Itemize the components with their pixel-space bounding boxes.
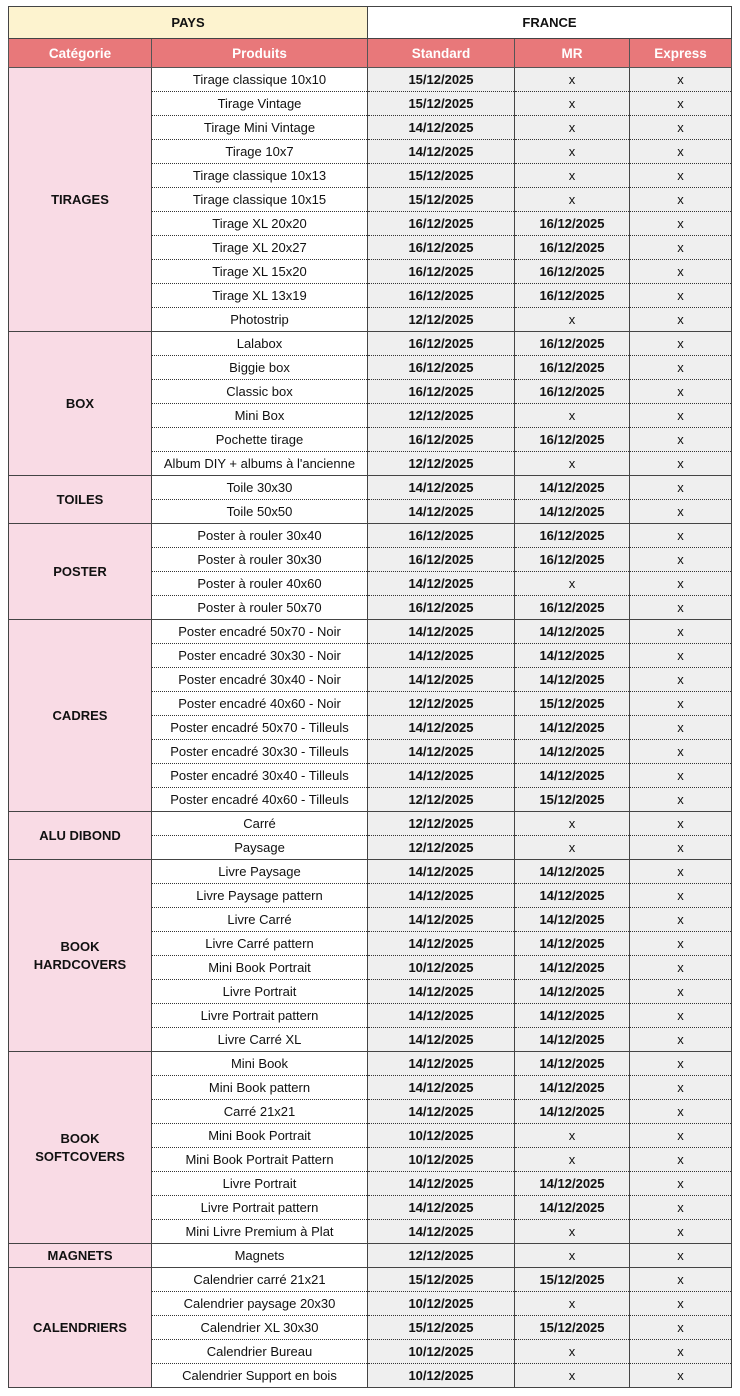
product-cell: Poster à rouler 40x60 xyxy=(152,572,368,596)
category-label: TIRAGES xyxy=(51,191,109,207)
express-cell: x xyxy=(630,524,732,548)
mr-cell: 14/12/2025 xyxy=(515,620,630,644)
table-row xyxy=(9,620,732,644)
express-cell: x xyxy=(630,956,732,980)
express-cell: x xyxy=(630,836,732,860)
express-cell: x xyxy=(630,1364,732,1388)
column-header-mr: MR xyxy=(515,39,630,68)
express-cell: x xyxy=(630,476,732,500)
standard-date-cell: 14/12/2025 xyxy=(368,1172,515,1196)
product-cell: Calendrier XL 30x30 xyxy=(152,1316,368,1340)
mr-cell: 16/12/2025 xyxy=(515,236,630,260)
mr-cell: 14/12/2025 xyxy=(515,1196,630,1220)
mr-cell: 14/12/2025 xyxy=(515,1172,630,1196)
mr-cell: 14/12/2025 xyxy=(515,1028,630,1052)
product-cell: Livre Portrait pattern xyxy=(152,1004,368,1028)
product-cell: Lalabox xyxy=(152,332,368,356)
express-cell: x xyxy=(630,1196,732,1220)
express-cell: x xyxy=(630,236,732,260)
product-cell: Livre Carré pattern xyxy=(152,932,368,956)
mr-cell: x xyxy=(515,1124,630,1148)
express-cell: x xyxy=(630,1076,732,1100)
product-cell: Poster encadré 30x30 - Noir xyxy=(152,644,368,668)
standard-date-cell: 14/12/2025 xyxy=(368,884,515,908)
shipping-table-container xyxy=(8,6,731,1388)
standard-date-cell: 14/12/2025 xyxy=(368,116,515,140)
mr-cell: 16/12/2025 xyxy=(515,284,630,308)
express-cell: x xyxy=(630,308,732,332)
express-cell: x xyxy=(630,1316,732,1340)
express-cell: x xyxy=(630,788,732,812)
standard-date-cell: 12/12/2025 xyxy=(368,836,515,860)
product-cell: Calendrier paysage 20x30 xyxy=(152,1292,368,1316)
standard-date-cell: 10/12/2025 xyxy=(368,1124,515,1148)
mr-cell: x xyxy=(515,404,630,428)
express-cell: x xyxy=(630,716,732,740)
express-cell: x xyxy=(630,140,732,164)
product-cell: Calendrier carré 21x21 xyxy=(152,1268,368,1292)
express-cell: x xyxy=(630,884,732,908)
mr-cell: 14/12/2025 xyxy=(515,908,630,932)
product-cell: Livre Paysage xyxy=(152,860,368,884)
standard-date-cell: 15/12/2025 xyxy=(368,92,515,116)
table-row xyxy=(9,524,732,548)
express-cell: x xyxy=(630,860,732,884)
express-cell: x xyxy=(630,1292,732,1316)
standard-date-cell: 14/12/2025 xyxy=(368,860,515,884)
mr-cell: x xyxy=(515,452,630,476)
mr-cell: x xyxy=(515,572,630,596)
table-row xyxy=(9,1052,732,1076)
country-header: FRANCE xyxy=(368,7,732,39)
product-cell: Mini Book Portrait Pattern xyxy=(152,1148,368,1172)
mr-cell: x xyxy=(515,1148,630,1172)
category-label: BOOK xyxy=(60,938,100,954)
category-cell xyxy=(9,1268,152,1388)
product-cell: Poster à rouler 30x40 xyxy=(152,524,368,548)
standard-date-cell: 15/12/2025 xyxy=(368,188,515,212)
product-cell: Livre Portrait pattern xyxy=(152,1196,368,1220)
mr-cell: x xyxy=(515,1340,630,1364)
category-label: CADRES xyxy=(52,707,108,723)
express-cell: x xyxy=(630,212,732,236)
mr-cell: 14/12/2025 xyxy=(515,860,630,884)
mr-cell: 14/12/2025 xyxy=(515,716,630,740)
standard-date-cell: 16/12/2025 xyxy=(368,380,515,404)
mr-cell: 15/12/2025 xyxy=(515,1268,630,1292)
category-label: ALU DIBOND xyxy=(39,827,121,843)
product-cell: Pochette tirage xyxy=(152,428,368,452)
mr-cell: 16/12/2025 xyxy=(515,596,630,620)
mr-cell: x xyxy=(515,68,630,92)
mr-cell: 14/12/2025 xyxy=(515,956,630,980)
category-cell xyxy=(9,860,152,1052)
standard-date-cell: 16/12/2025 xyxy=(368,332,515,356)
standard-date-cell: 14/12/2025 xyxy=(368,668,515,692)
table-row xyxy=(9,68,732,92)
product-cell: Album DIY + albums à l'ancienne xyxy=(152,452,368,476)
express-cell: x xyxy=(630,620,732,644)
mr-cell: 16/12/2025 xyxy=(515,212,630,236)
product-cell: Poster encadré 30x40 - Tilleuls xyxy=(152,764,368,788)
product-cell: Tirage XL 20x27 xyxy=(152,236,368,260)
mr-cell: x xyxy=(515,1244,630,1268)
mr-cell: x xyxy=(515,308,630,332)
express-cell: x xyxy=(630,740,732,764)
category-label: BOX xyxy=(65,395,95,411)
column-header-standard: Standard xyxy=(368,39,515,68)
standard-date-cell: 10/12/2025 xyxy=(368,956,515,980)
mr-cell: 14/12/2025 xyxy=(515,932,630,956)
express-cell: x xyxy=(630,1004,732,1028)
standard-date-cell: 14/12/2025 xyxy=(368,500,515,524)
express-cell: x xyxy=(630,92,732,116)
product-cell: Livre Carré xyxy=(152,908,368,932)
express-cell: x xyxy=(630,380,732,404)
product-cell: Poster encadré 50x70 - Tilleuls xyxy=(152,716,368,740)
express-cell: x xyxy=(630,764,732,788)
express-cell: x xyxy=(630,500,732,524)
mr-cell: 16/12/2025 xyxy=(515,356,630,380)
standard-date-cell: 14/12/2025 xyxy=(368,716,515,740)
standard-date-cell: 14/12/2025 xyxy=(368,620,515,644)
column-header-product: Produits xyxy=(152,39,368,68)
table-body xyxy=(9,68,732,1388)
category-label: BOOK xyxy=(60,1130,100,1146)
express-cell: x xyxy=(630,1052,732,1076)
category-label: MAGNETS xyxy=(47,1247,113,1263)
standard-date-cell: 15/12/2025 xyxy=(368,1268,515,1292)
standard-date-cell: 14/12/2025 xyxy=(368,1028,515,1052)
mr-cell: 16/12/2025 xyxy=(515,380,630,404)
product-cell: Mini Box xyxy=(152,404,368,428)
product-cell: Livre Portrait xyxy=(152,1172,368,1196)
standard-date-cell: 12/12/2025 xyxy=(368,452,515,476)
product-cell: Poster encadré 40x60 - Noir xyxy=(152,692,368,716)
category-label: TOILES xyxy=(56,491,104,507)
table-row xyxy=(9,860,732,884)
pays-header: PAYS xyxy=(9,7,368,39)
product-cell: Toile 50x50 xyxy=(152,500,368,524)
mr-cell: x xyxy=(515,140,630,164)
product-cell: Mini Book pattern xyxy=(152,1076,368,1100)
express-cell: x xyxy=(630,260,732,284)
express-cell: x xyxy=(630,1100,732,1124)
mr-cell: 14/12/2025 xyxy=(515,884,630,908)
product-cell: Poster encadré 30x40 - Noir xyxy=(152,668,368,692)
product-cell: Poster encadré 30x30 - Tilleuls xyxy=(152,740,368,764)
shipping-dates-table xyxy=(8,6,732,1388)
standard-date-cell: 14/12/2025 xyxy=(368,572,515,596)
standard-date-cell: 14/12/2025 xyxy=(368,1100,515,1124)
product-cell: Poster encadré 50x70 - Noir xyxy=(152,620,368,644)
standard-date-cell: 16/12/2025 xyxy=(368,260,515,284)
express-cell: x xyxy=(630,452,732,476)
mr-cell: x xyxy=(515,1364,630,1388)
express-cell: x xyxy=(630,548,732,572)
mr-cell: 15/12/2025 xyxy=(515,1316,630,1340)
mr-cell: 14/12/2025 xyxy=(515,668,630,692)
product-cell: Livre Carré XL xyxy=(152,1028,368,1052)
express-cell: x xyxy=(630,116,732,140)
standard-date-cell: 10/12/2025 xyxy=(368,1340,515,1364)
standard-date-cell: 14/12/2025 xyxy=(368,1076,515,1100)
express-cell: x xyxy=(630,908,732,932)
table-row xyxy=(9,1244,732,1268)
express-cell: x xyxy=(630,428,732,452)
product-cell: Toile 30x30 xyxy=(152,476,368,500)
express-cell: x xyxy=(630,596,732,620)
product-cell: Poster encadré 40x60 - Tilleuls xyxy=(152,788,368,812)
express-cell: x xyxy=(630,692,732,716)
mr-cell: x xyxy=(515,1292,630,1316)
category-cell xyxy=(9,620,152,812)
table-row xyxy=(9,812,732,836)
mr-cell: 16/12/2025 xyxy=(515,332,630,356)
product-cell: Livre Portrait xyxy=(152,980,368,1004)
standard-date-cell: 15/12/2025 xyxy=(368,164,515,188)
standard-date-cell: 16/12/2025 xyxy=(368,548,515,572)
standard-date-cell: 14/12/2025 xyxy=(368,764,515,788)
mr-cell: 14/12/2025 xyxy=(515,1076,630,1100)
standard-date-cell: 14/12/2025 xyxy=(368,1052,515,1076)
product-cell: Tirage XL 13x19 xyxy=(152,284,368,308)
standard-date-cell: 12/12/2025 xyxy=(368,1244,515,1268)
standard-date-cell: 14/12/2025 xyxy=(368,476,515,500)
standard-date-cell: 16/12/2025 xyxy=(368,212,515,236)
standard-date-cell: 16/12/2025 xyxy=(368,428,515,452)
product-cell: Mini Book Portrait xyxy=(152,1124,368,1148)
mr-cell: 16/12/2025 xyxy=(515,524,630,548)
standard-date-cell: 14/12/2025 xyxy=(368,1220,515,1244)
standard-date-cell: 14/12/2025 xyxy=(368,140,515,164)
category-label: POSTER xyxy=(53,563,107,579)
mr-cell: 16/12/2025 xyxy=(515,548,630,572)
standard-date-cell: 14/12/2025 xyxy=(368,1196,515,1220)
mr-cell: 14/12/2025 xyxy=(515,980,630,1004)
mr-cell: x xyxy=(515,1220,630,1244)
product-cell: Tirage 10x7 xyxy=(152,140,368,164)
mr-cell: x xyxy=(515,188,630,212)
mr-cell: 14/12/2025 xyxy=(515,1100,630,1124)
product-cell: Tirage XL 15x20 xyxy=(152,260,368,284)
standard-date-cell: 15/12/2025 xyxy=(368,68,515,92)
express-cell: x xyxy=(630,404,732,428)
mr-cell: 14/12/2025 xyxy=(515,476,630,500)
express-cell: x xyxy=(630,1340,732,1364)
express-cell: x xyxy=(630,1172,732,1196)
column-header-category: Catégorie xyxy=(9,39,152,68)
product-cell: Paysage xyxy=(152,836,368,860)
mr-cell: 14/12/2025 xyxy=(515,644,630,668)
product-cell: Calendrier Bureau xyxy=(152,1340,368,1364)
product-cell: Mini Book xyxy=(152,1052,368,1076)
product-cell: Magnets xyxy=(152,1244,368,1268)
express-cell: x xyxy=(630,164,732,188)
product-cell: Tirage Mini Vintage xyxy=(152,116,368,140)
category-cell xyxy=(9,524,152,620)
standard-date-cell: 12/12/2025 xyxy=(368,692,515,716)
express-cell: x xyxy=(630,980,732,1004)
product-cell: Poster à rouler 50x70 xyxy=(152,596,368,620)
standard-date-cell: 10/12/2025 xyxy=(368,1364,515,1388)
express-cell: x xyxy=(630,572,732,596)
standard-date-cell: 14/12/2025 xyxy=(368,980,515,1004)
mr-cell: x xyxy=(515,812,630,836)
category-label: SOFTCOVERS xyxy=(35,1148,125,1164)
express-cell: x xyxy=(630,188,732,212)
express-cell: x xyxy=(630,1124,732,1148)
standard-date-cell: 16/12/2025 xyxy=(368,236,515,260)
standard-date-cell: 14/12/2025 xyxy=(368,740,515,764)
express-cell: x xyxy=(630,356,732,380)
mr-cell: 15/12/2025 xyxy=(515,692,630,716)
standard-date-cell: 16/12/2025 xyxy=(368,596,515,620)
product-cell: Biggie box xyxy=(152,356,368,380)
standard-date-cell: 14/12/2025 xyxy=(368,1004,515,1028)
express-cell: x xyxy=(630,812,732,836)
express-cell: x xyxy=(630,644,732,668)
mr-cell: 14/12/2025 xyxy=(515,1052,630,1076)
express-cell: x xyxy=(630,668,732,692)
product-cell: Classic box xyxy=(152,380,368,404)
express-cell: x xyxy=(630,1148,732,1172)
product-cell: Carré xyxy=(152,812,368,836)
mr-cell: 14/12/2025 xyxy=(515,500,630,524)
product-cell: Photostrip xyxy=(152,308,368,332)
standard-date-cell: 14/12/2025 xyxy=(368,644,515,668)
express-cell: x xyxy=(630,1244,732,1268)
standard-date-cell: 12/12/2025 xyxy=(368,788,515,812)
product-cell: Mini Book Portrait xyxy=(152,956,368,980)
express-cell: x xyxy=(630,932,732,956)
mr-cell: 14/12/2025 xyxy=(515,764,630,788)
product-cell: Tirage Vintage xyxy=(152,92,368,116)
standard-date-cell: 10/12/2025 xyxy=(368,1148,515,1172)
mr-cell: 16/12/2025 xyxy=(515,428,630,452)
mr-cell: 14/12/2025 xyxy=(515,740,630,764)
category-cell xyxy=(9,476,152,524)
standard-date-cell: 14/12/2025 xyxy=(368,908,515,932)
product-cell: Tirage classique 10x10 xyxy=(152,68,368,92)
category-cell xyxy=(9,68,152,332)
table-row xyxy=(9,332,732,356)
express-cell: x xyxy=(630,68,732,92)
table-row xyxy=(9,1268,732,1292)
mr-cell: x xyxy=(515,836,630,860)
standard-date-cell: 16/12/2025 xyxy=(368,356,515,380)
category-cell xyxy=(9,1052,152,1244)
standard-date-cell: 12/12/2025 xyxy=(368,404,515,428)
mr-cell: x xyxy=(515,164,630,188)
product-cell: Tirage XL 20x20 xyxy=(152,212,368,236)
table-row xyxy=(9,476,732,500)
mr-cell: 14/12/2025 xyxy=(515,1004,630,1028)
express-cell: x xyxy=(630,284,732,308)
product-cell: Mini Livre Premium à Plat xyxy=(152,1220,368,1244)
category-cell xyxy=(9,332,152,476)
standard-date-cell: 16/12/2025 xyxy=(368,524,515,548)
mr-cell: 16/12/2025 xyxy=(515,260,630,284)
category-label: HARDCOVERS xyxy=(33,956,127,972)
standard-date-cell: 15/12/2025 xyxy=(368,1316,515,1340)
mr-cell: x xyxy=(515,92,630,116)
express-cell: x xyxy=(630,1220,732,1244)
express-cell: x xyxy=(630,332,732,356)
standard-date-cell: 12/12/2025 xyxy=(368,812,515,836)
category-cell xyxy=(9,812,152,860)
standard-date-cell: 10/12/2025 xyxy=(368,1292,515,1316)
mr-cell: 15/12/2025 xyxy=(515,788,630,812)
mr-cell: x xyxy=(515,116,630,140)
product-cell: Tirage classique 10x13 xyxy=(152,164,368,188)
column-header-express: Express xyxy=(630,39,732,68)
product-cell: Tirage classique 10x15 xyxy=(152,188,368,212)
category-label: CALENDRIERS xyxy=(33,1319,127,1335)
product-cell: Livre Paysage pattern xyxy=(152,884,368,908)
standard-date-cell: 12/12/2025 xyxy=(368,308,515,332)
express-cell: x xyxy=(630,1028,732,1052)
product-cell: Calendrier Support en bois xyxy=(152,1364,368,1388)
standard-date-cell: 16/12/2025 xyxy=(368,284,515,308)
product-cell: Carré 21x21 xyxy=(152,1100,368,1124)
category-cell xyxy=(9,1244,152,1268)
product-cell: Poster à rouler 30x30 xyxy=(152,548,368,572)
express-cell: x xyxy=(630,1268,732,1292)
standard-date-cell: 14/12/2025 xyxy=(368,932,515,956)
